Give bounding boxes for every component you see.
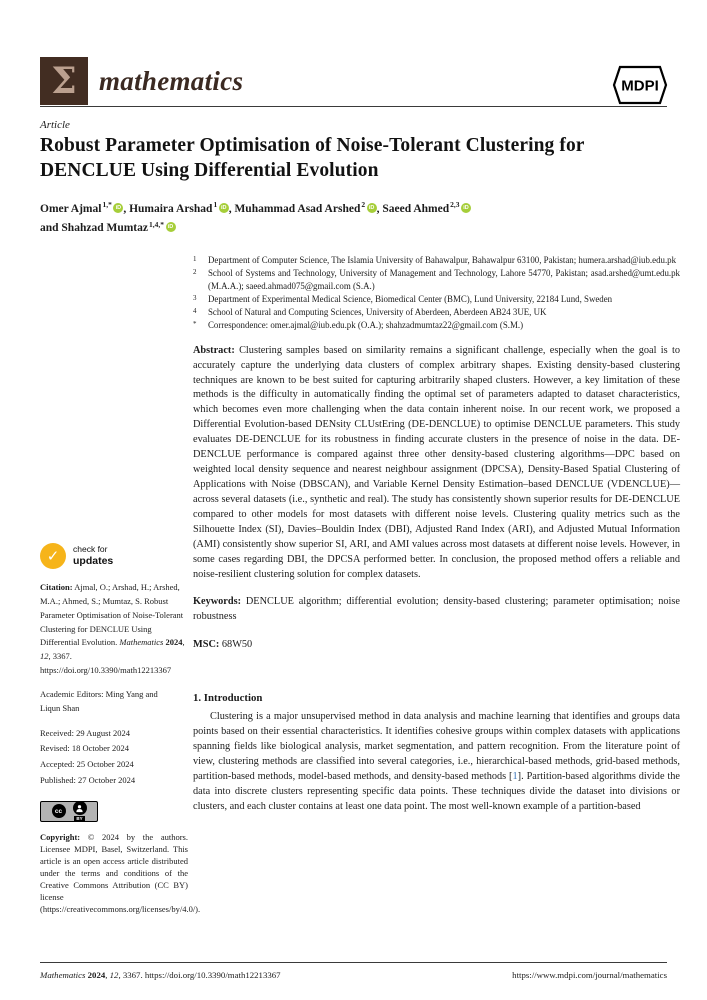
affiliation-text: School of Systems and Technology, University of Management and Technology, Lahore 54770, Pakistan; asad.arshed@umt.edu.pk (M.A.A.); saeed.ahmad075@gmail.com (S.A.)	[208, 268, 680, 291]
affiliation-item	[193, 254, 680, 266]
article-type-label: Article	[40, 119, 70, 131]
check-for-updates-button[interactable]	[40, 543, 188, 569]
author: Omer Ajmal$^{1,*}$ iD ,	[40, 200, 127, 215]
orcid-icon[interactable]: iD	[461, 203, 471, 213]
affiliation-item	[193, 306, 680, 318]
person-icon	[73, 801, 87, 815]
abstract	[193, 344, 680, 583]
affiliation-text: School of Natural and Computing Sciences, University of Aberdeen, Aberdeen AB24 3UE, UK	[208, 307, 547, 318]
affiliation-text: Correspondence: omer.ajmal@iub.edu.pk (O.A.); shahzadmumtaz22@gmail.com (S.M.)	[208, 320, 524, 331]
author: Saeed Ahmed$^{2,3}$ iD	[382, 203, 471, 215]
check-for-updates-label: check for updates	[73, 544, 114, 567]
footer-journal-url[interactable]: https://www.mdpi.com/journal/mathematics	[512, 970, 667, 980]
orcid-icon[interactable]: iD	[219, 203, 229, 213]
cc-icon: cc	[52, 804, 66, 818]
abstract-label: Abstract:	[193, 344, 235, 356]
affiliation-marker: 4	[193, 307, 197, 316]
mdpi-logo-text: MDPI	[621, 77, 659, 95]
keywords-label: Keywords:	[193, 596, 242, 608]
keywords	[193, 595, 680, 625]
citation-label: Citation:	[40, 582, 73, 592]
section-heading-introduction: 1. Introduction	[193, 692, 263, 705]
journal-logo-box	[40, 57, 88, 105]
affiliation-marker: 2	[193, 268, 197, 277]
journal-name: mathematics	[99, 65, 244, 96]
check-icon: ✓	[40, 543, 66, 569]
orcid-icon[interactable]: iD	[166, 222, 176, 232]
copyright-label: Copyright:	[40, 831, 81, 842]
reference-link-1[interactable]: 1	[512, 770, 518, 782]
date-accepted: Accepted: 25 October 2024	[40, 759, 134, 770]
author: Humaira Arshad$^1$ iD ,	[129, 200, 232, 215]
by-icon: BY	[73, 801, 87, 821]
affiliation-list	[193, 254, 680, 332]
citation-block: Citation: Ajmal, O.; Arshad, H.; Arshed, M.A.; Ahmed, S.; Mumtaz, S. Robust Parameter Optimisation of Noise-Tolerant Clustering for DENCLUE Using Differential Evolution. Mathematics 2024, 12, 3367. https://doi.org/10.3390/math12213367	[40, 582, 185, 676]
academic-editors: Academic Editors: Ming Yang and Liqun Shan	[40, 688, 158, 713]
introduction-paragraph: Clustering is a major unsupervised method in data analysis and machine learning that identifies and groups data points based on their essential characteristics. It identifies cohesive groups within complex datasets with applications spanning fields like biological analysis, market segmentation, and pattern recognition. From the literature point of view, clustering methods are classified into several categories, i.e., hierarchical-based methods, grid-based methods, partition-based methods, model-based methods, and density-based methods [1]. Partition-based algorithms divide the data into discrete clusters representing specific data points. These techniques divide the dataset into divisions or clusters, and each cluster contains at least one data point. The most well-known example of a partition-based	[193, 711, 681, 812]
sigma-icon: Σ	[51, 60, 77, 102]
cc-by-license-badge[interactable]	[40, 801, 98, 822]
mdpi-logo	[611, 64, 669, 111]
footer-divider	[40, 962, 667, 963]
abstract-text: Clustering samples based on similarity remains a significant challenge, especially when the goal is to accurately capture the underlying data clusters of complex arbitrary shapes. Existing density-based clustering techniques are known to be best suited for capturing arbitrarily shaped clusters. However, a key limitation of these methods is the difficulty in automatically finding the optimal set of parameters adapted to dataset characteristics, which becomes even more challenging when the data contain inherent noise. In our recent work, we proposed a Differential Evolution-based DENsity CLUstEring (DE-DENCLUE) to optimise DENCLUE parameters. This study evaluates DE-DENCLUE for its robustness in finding accurate clusters in the presence of noise in the data. DE-DENCLUE performance is compared against three other density-based clustering algorithms—DPC based on weighted local density sequence and nearest neighbour assignment (DPCSA), Density-Based Spatial Clustering of Applications with Noise (DBSCAN), and Variable Kernel Density Estimation–based DENCLUE (VDENCLUE)—across several datasets (i.e., synthetic and real). The study has consistently shown superior results for DE-DENCLUE compared to other models for most datasets with different noise levels. Clustering quality metrics such as the Silhouette Index (SI), Davies–Bouldin Index (DBI), Adjusted Rand Index (ARI), and Adjusted Mutual Information (AMI) consistently show superior SI, ARI, and AMI values across most datasets at different noise levels. However, in some cases regarding DBI, the DPCSA performed better. In conclusion, the proposed method offers a reliable and noise-resilient clustering solution for complex datasets.	[193, 344, 680, 580]
main-column	[193, 254, 680, 815]
affiliation-text: Department of Experimental Medical Science, Biomedical Center (BMC), Lund University, 22184 Lund, Sweden	[208, 293, 613, 304]
citation-doi[interactable]: https://doi.org/10.3390/math12213367	[40, 665, 172, 676]
orcid-icon[interactable]: iD	[113, 203, 123, 213]
sidebar	[40, 543, 201, 915]
affiliation-marker: *	[193, 320, 197, 329]
footer-citation: Mathematics 2024, 12, 3367. https://doi.org/10.3390/math12213367	[40, 970, 281, 980]
author: Muhammad Asad Arshed$^2$ iD ,	[234, 200, 380, 215]
history-dates	[40, 726, 188, 789]
author-line	[40, 199, 660, 238]
copyright-notice: Copyright: © 2024 by the authors. Licensee MDPI, Basel, Switzerland. This article is an open access article distributed under the terms and conditions of the Creative Commons Attribution (CC BY) license (https://creativecommons.org/licenses/by/4.0/).	[40, 831, 201, 915]
affiliation-item	[193, 319, 680, 331]
date-published: Published: 27 October 2024	[40, 774, 136, 785]
header-divider	[40, 106, 667, 107]
date-revised: Revised: 18 October 2024	[40, 743, 130, 754]
citation-journal: Mathematics	[119, 637, 164, 648]
citation-year: 2024	[165, 637, 183, 648]
affiliation-item	[193, 293, 680, 305]
affiliation-item	[193, 267, 680, 292]
msc-label: MSC:	[193, 639, 220, 651]
keywords-text: DENCLUE algorithm; differential evolution; density-based clustering; parameter optimisation; noise robustness	[193, 596, 680, 623]
date-received: Received: 29 August 2024	[40, 727, 130, 738]
affiliation-marker: 1	[193, 255, 197, 263]
msc-text: 68W50	[221, 639, 253, 651]
affiliation-marker: 3	[193, 293, 197, 302]
affiliation-text: Department of Computer Science, The Islamia University of Bahawalpur, Bahawalpur 63100, Pakistan; humera.arshad@iub.edu.pk	[208, 255, 677, 265]
msc	[193, 639, 680, 650]
citation-volume: 12	[40, 651, 49, 662]
orcid-icon[interactable]: iD	[367, 203, 377, 213]
author: and Shahzad Mumtaz$^{1,4,*}$ iD	[40, 222, 176, 234]
page-title: Robust Parameter Optimisation of Noise-Tolerant Clustering for DENCLUE Using Differential Evolution	[40, 135, 585, 181]
journal-logo	[40, 57, 243, 105]
